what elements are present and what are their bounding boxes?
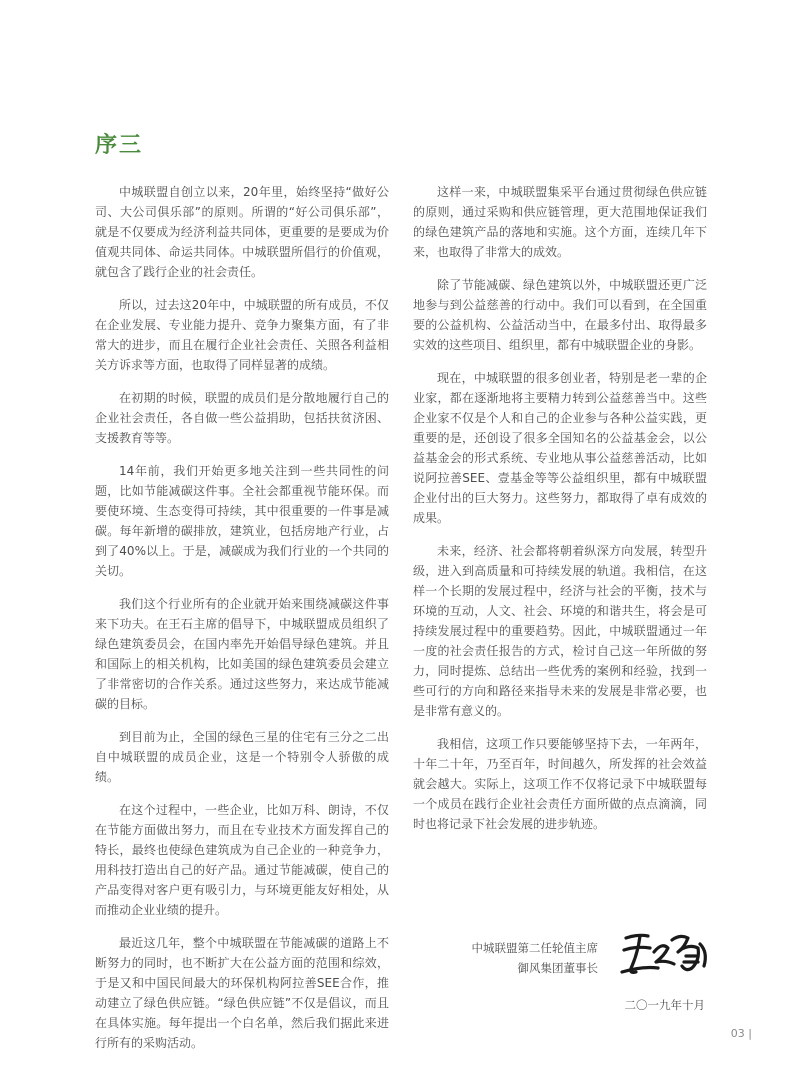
paragraph: 未来，经济、社会都将朝着纵深方向发展，转型升级，进入到高质量和可持续发展的轨道。我相信，在这样一个长期的发展过程中，经济与社会的平衡，技术与环境的互动，人文、社会、环境的和谐共生，将会是可持续发展过程中的重要趋势。因此，中城联盟通过一年一度的社会责任报告的方式，检讨自己这一年所做的努力，同时提炼、总结出一些优秀的案例和经验，找到一些可行的方向和路径来指导未来的发展是非常必要，也是非常有意义的。 (413, 544, 707, 718)
signature-date: 二〇一九年十月 (624, 998, 705, 1012)
paragraph: 我们这个行业所有的企业就开始来围绕减碳这件事来下功夫。在王石主席的倡导下，中城联盟成员组织了绿色建筑委员会，在国内率先开始倡导绿色建筑。并且和国际上的相关机构，比如美国的绿色建筑委员会建立了非常密切的合作关系。通过这些努力，来达成节能减碳的目标。 (95, 597, 389, 711)
page-number: 03 | (730, 1027, 752, 1040)
paragraph: 14年前，我们开始更多地关注到一些共同性的问题，比如节能减碳这件事。全社会都重视节能环保。而要使环境、生态变得可持续，其中很重要的一件事是减碳。每年新增的碳排放，建筑业，包括房地产行业，占到了40%以上。于是，减碳成为我们行业的一个共同的关切。 (95, 464, 389, 578)
author-title-block (440, 938, 598, 978)
paragraph: 现在，中城联盟的很多创业者，特别是老一辈的企业家，都在逐渐地将主要精力转到公益慈善当中。这些企业家不仅是个人和自己的企业参与各种公益实践，更重要的是，还创设了很多全国知名的公益基金会，以公益基金会的形式系统、专业地从事公益慈善活动，比如说阿拉善SEE、壹基金等等公益组织里，都有中城联盟企业付出的巨大努力。这些努力，都取得了卓有成效的成果。 (413, 371, 707, 525)
paragraph: 除了节能减碳、绿色建筑以外，中城联盟还更广泛地参与到公益慈善的行动中。我们可以看到，在全国重要的公益机构、公益活动当中，在最多付出、取得最多实效的这些项目、组织里，都有中城联盟企业的身影。 (413, 278, 707, 352)
handwritten-signature (618, 922, 714, 986)
right-column (413, 182, 707, 847)
paragraph: 在初期的时候，联盟的成员们是分散地履行自己的企业社会责任，各自做一些公益捐助，包括扶贫济困、支援教育等等。 (95, 391, 389, 445)
paragraph: 所以，过去这20年中，中城联盟的所有成员，不仅在企业发展、专业能力提升、竞争力聚集方面，有了非常大的进步，而且在履行企业社会责任、关照各利益相关方诉求等方面，也取得了同样显著的成绩。 (95, 298, 389, 372)
paragraph: 中城联盟自创立以来，20年里，始终坚持“做好公司、大公司俱乐部”的原则。所谓的“好公司俱乐部”，就是不仅要成为经济利益共同体，更重要的是要成为价值观共同体、命运共同体。中城联盟所倡行的价值观，就包含了践行企业的社会责任。 (95, 185, 389, 279)
author-position: 御风集团董事长 (517, 961, 598, 975)
paragraph: 在这个过程中，一些企业，比如万科、朗诗，不仅在节能方面做出努力，而且在专业技术方面发挥自己的特长，最终也使绿色建筑成为自己企业的一种竞争力，用科技打造出自己的好产品。通过节能减碳，使自己的产品变得对客户更有吸引力，与环境更能友好相处，从而推动企业业绩的提升。 (95, 803, 389, 917)
paragraph: 最近这几年，整个中城联盟在节能减碳的道路上不断努力的同时，也不断扩大在公益方面的范围和综效，于是又和中国民间最大的环保机构阿拉善SEE合作，推动建立了绿色供应链。“绿色供应链”不仅是倡议，而且在具体实施。每年提出一个白名单，然后我们据此来进行所有的采购活动。 (95, 936, 389, 1050)
author-role: 中城联盟第二任轮值主席 (471, 941, 598, 955)
paragraph: 我相信，这项工作只要能够坚持下去，一年两年，十年二十年，乃至百年，时间越久，所发挥的社会效益就会越大。实际上，这项工作不仅将记录下中城联盟每一个成员在践行企业社会责任方面所做的点点滴滴，同时也将记录下社会发展的进步轨迹。 (413, 737, 707, 831)
page-title: 序三 (95, 133, 144, 158)
left-column (95, 182, 389, 1066)
paragraph: 到目前为止，全国的绿色三星的住宅有三分之二出自中城联盟的成员企业，这是一个特别令人骄傲的成绩。 (95, 730, 389, 784)
paragraph: 这样一来，中城联盟集采平台通过贯彻绿色供应链的原则，通过采购和供应链管理，更大范围地保证我们的绿色建筑产品的落地和实施。这个方面，连续几年下来，也取得了非常大的成效。 (413, 185, 707, 259)
